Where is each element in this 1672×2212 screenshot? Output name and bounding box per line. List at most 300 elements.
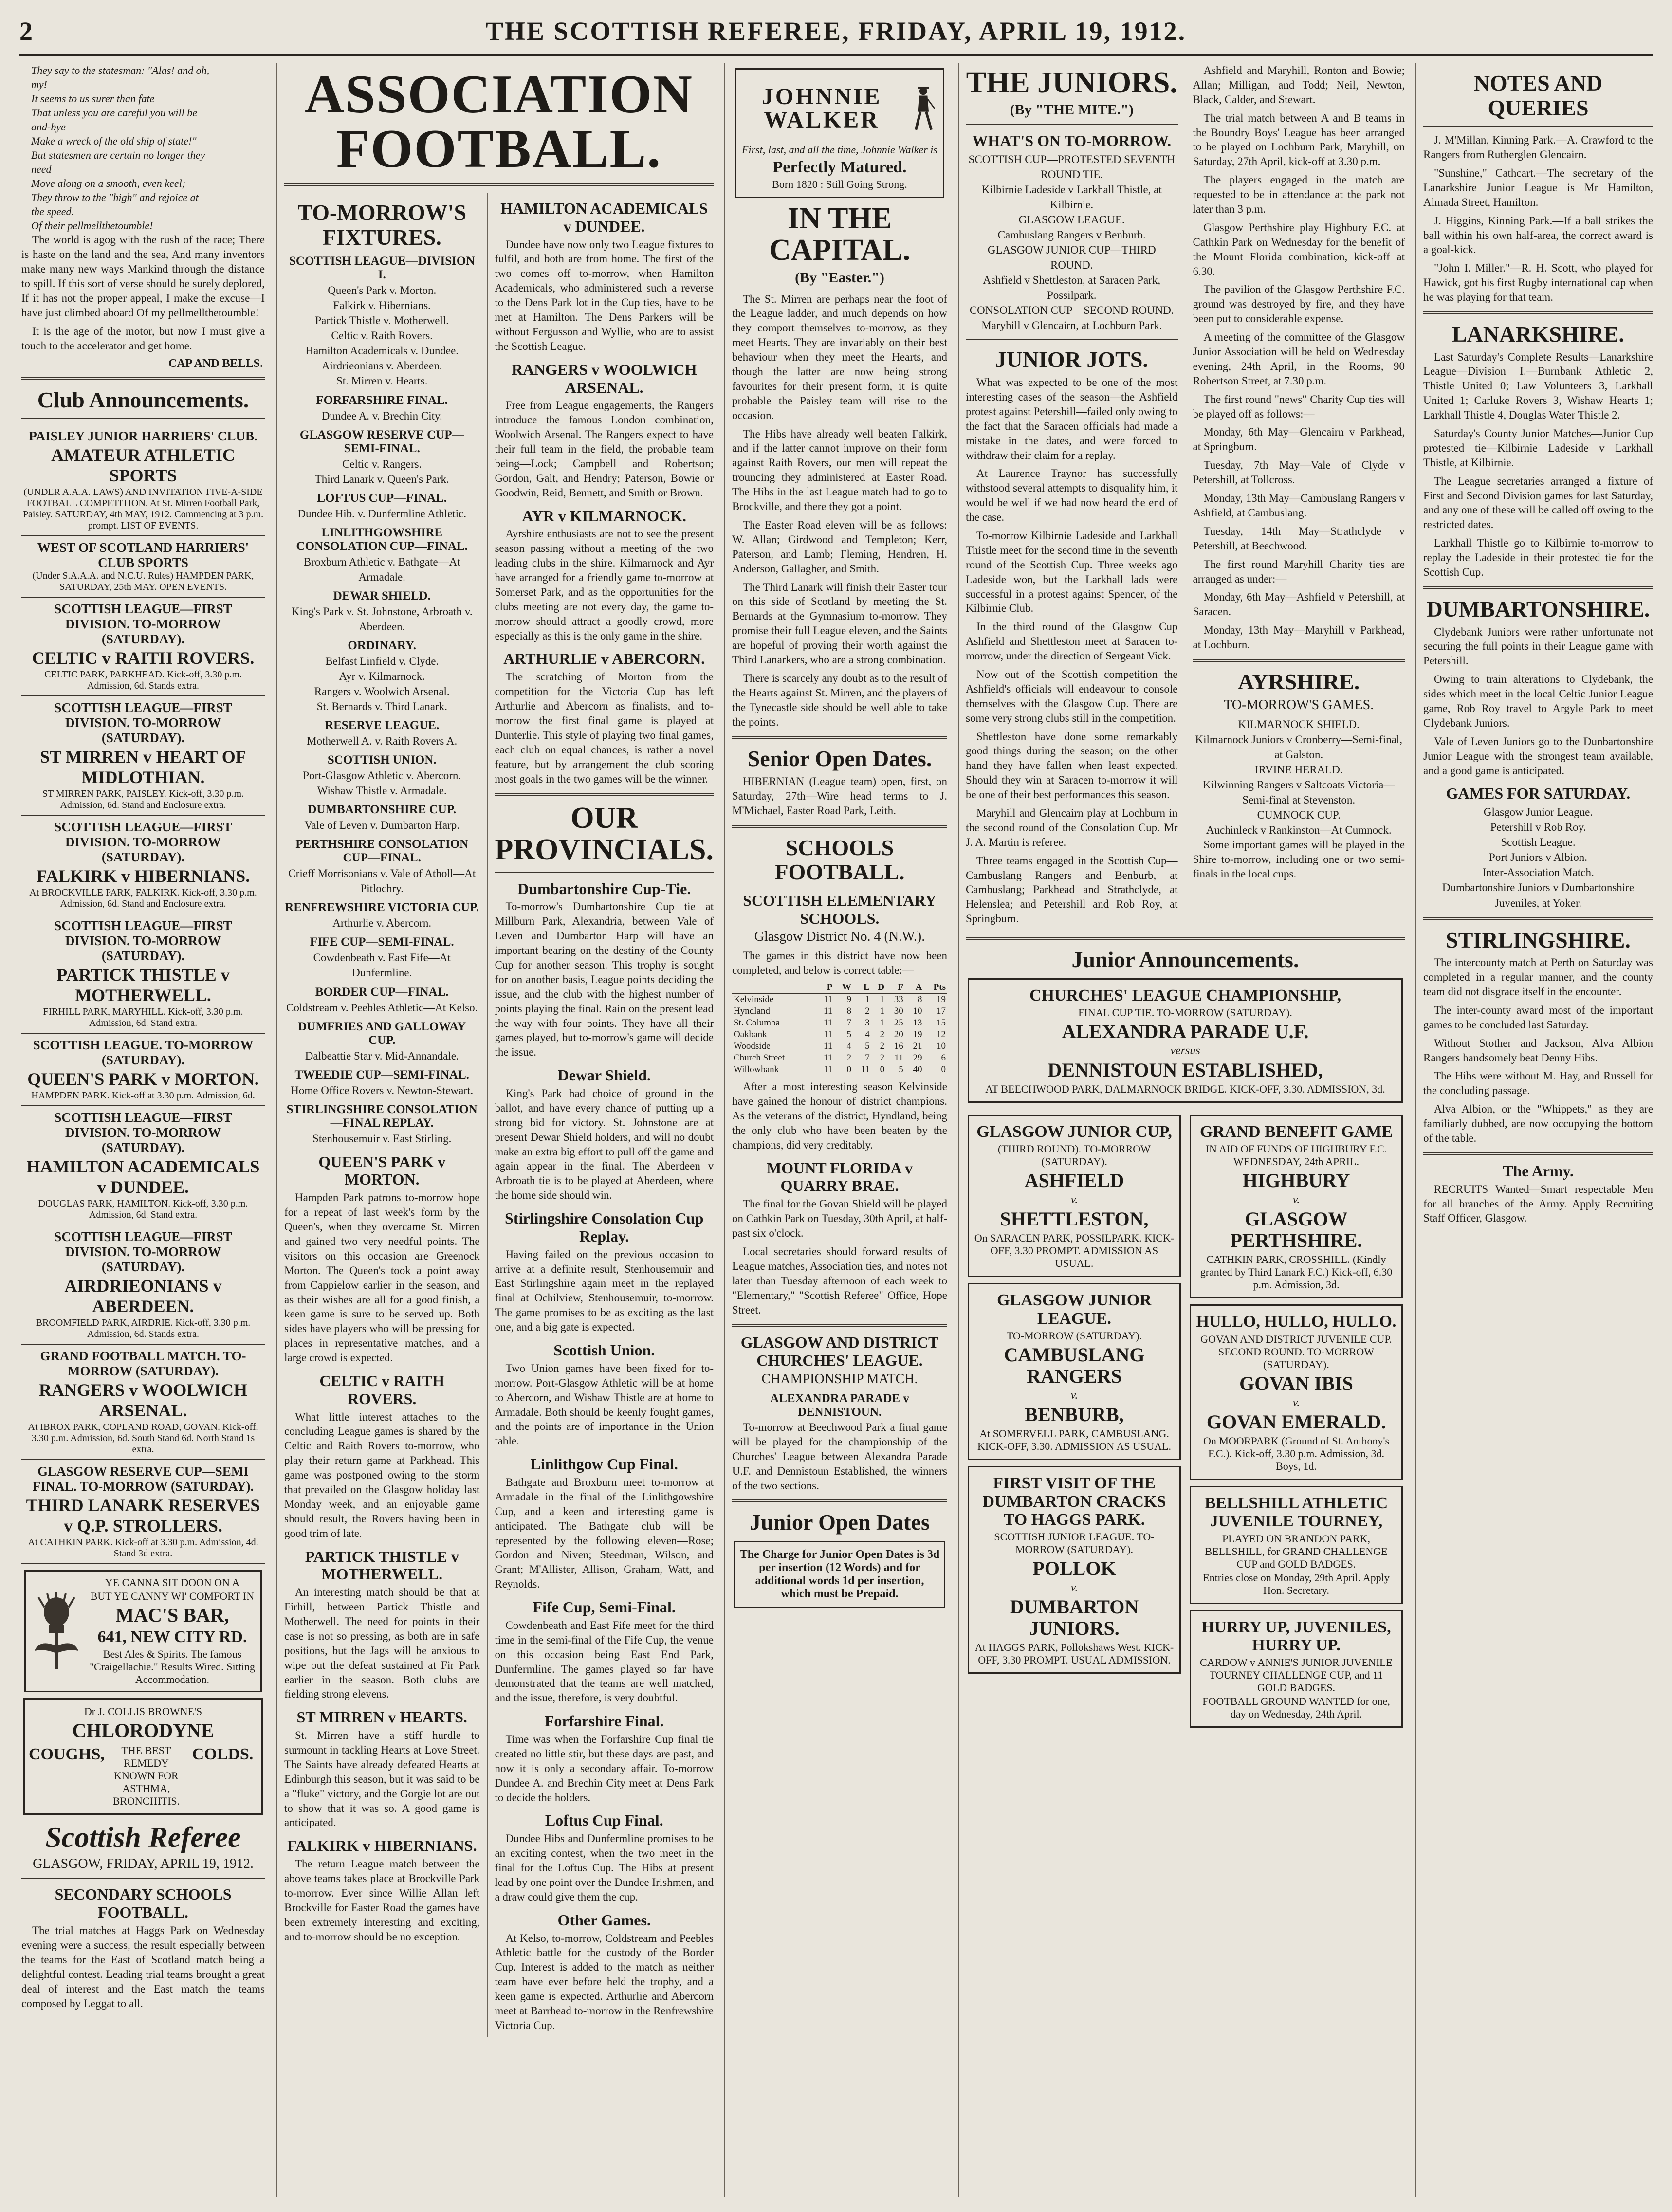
provincial-heading: Stirlingshire Consolation Cup Replay. (505, 1209, 704, 1245)
fixture-game: St. Bernards v. Third Lanark. (316, 700, 447, 713)
schools-subheading: SCOTTISH ELEMENTARY SCHOOLS. (743, 891, 937, 927)
junior-ad-team: GLASGOW PERTHSHIRE. (1230, 1208, 1362, 1252)
report-text: Free from League engagements, the Rangers introduce the famous London combination, Woolwich Arsenal. The Rangers expect to have their full team in the field, the probable team being—Lock; Campbell and Robertson; Gordon, Galt, and Hendry; Paterson, Bowie or Goodwin, Reid, Bennett, and Smith or Brown. (495, 399, 714, 499)
juniors-notes (1193, 63, 1405, 652)
table-cell: 1 (880, 994, 885, 1005)
paper-title: THE SCOTTISH REFEREE, FRIDAY, APRIL 19, 1912. (485, 17, 1187, 46)
table-cell: 2 (865, 1006, 870, 1017)
lanarkshire-paragraph: Larkhall Thistle go to Kilbirnie to-morrow to replay the Ladeside in their protested tie for the Scottish Cup. (1423, 537, 1653, 579)
jots-paragraph: To-morrow Kilbirnie Ladeside and Larkhall Thistle meet for the second time in the seventh round of the Scottish Cup. Three weeks ago Ladeside won, but the Larkhall lads were successful in a protest against Spencer, of the Kilbirnie Club. (966, 529, 1178, 615)
report-heading: ARTHURLIE v ABERCORN. (503, 650, 705, 668)
table-cell: 0 (880, 1064, 885, 1075)
club-ad-teams: ST MIRREN v HEART OF MIDLOTHIAN. (40, 747, 246, 787)
club-ad (21, 1225, 265, 1345)
report-text: The return League match between the above teams takes place at Brockville Park to-morrow. Ever since Willie Allan left Brockville for Easter Road the games have been extremely interesting and exciting, and to-morrow should be no exception. (284, 1858, 480, 1943)
table-cell: 11 (824, 994, 833, 1005)
juniors-note: Monday, 6th May—Glencairn v Parkhead, at Springburn. (1193, 426, 1405, 453)
table-header: W (834, 982, 853, 994)
club-ad-teams: PARTICK THISTLE v MOTHERWELL. (56, 965, 230, 1005)
club-ad-teams: THIRD LANARK RESERVES v Q.P. STROLLERS. (26, 1496, 260, 1536)
junior-ad (968, 1115, 1181, 1277)
junior-ad (1190, 1115, 1403, 1298)
junior-ad (1190, 1610, 1403, 1728)
notes-paragraph: J. M'Millan, Kinning Park.—A. Crawford to the Rangers from Rutherglen Glencairn. (1423, 134, 1653, 161)
fixture-game: Dundee A. v. Brechin City. (321, 409, 442, 422)
junior-ad-versus: v. (1292, 1193, 1300, 1207)
report-text: Dundee have now only two League fixtures to fulfil, and both are from home. The first of the two comes off to-morrow, when Hamilton Academicals, who administered such a reverse to the Dens Park lot in the Cup ties, have to be met at Hamilton. The Dens Parkers will be without Fergusson and Wyllie, who are to assist the Scottish League. (495, 238, 714, 352)
fixture-game: St. Mirren v. Hearts. (336, 375, 428, 387)
whats-on-heading: WHAT'S ON TO-MORROW. (972, 132, 1172, 150)
paper-logo: Scottish Referee (45, 1821, 241, 1854)
junior-ads-grid (966, 1109, 1405, 1734)
juniors-note: Monday, 13th May—Cambuslang Rangers v Ashfield, at Cambuslang. (1193, 492, 1405, 519)
club-ad-details: (Under S.A.A.A. and N.C.U. Rules) HAMPDEN PARK, SATURDAY, 25th MAY. OPEN EVENTS. (32, 570, 254, 593)
club-ad-details: FIRHILL PARK, MARYHILL. Kick-off, 3.30 p.m. Admission, 6d. Stand extra. (43, 1006, 243, 1029)
table-header: F (886, 982, 905, 994)
club-announcements-heading: Club Announcements. (37, 387, 249, 412)
dumbartonshire-paragraph: Vale of Leven Juniors go to the Dunbartonshire Junior League with the strongest team available, and a good game is anticipated. (1423, 735, 1653, 777)
table-cell: 4 (846, 1041, 852, 1052)
provincial-text: To-morrow's Dumbartonshire Cup tie at Millburn Park, Alexandria, between Vale of Leven and Dumbarton Harp will have an important bearing on the destiny of the County Cup for another season. This trophy is sought for on another basis, League points deciding the issue, and the club with the highest number of points playing the final. Rain on the present lead the way with four points. They have all their games played, but to-morrow's game will decide the issue. (495, 900, 714, 1059)
club-ad (21, 598, 265, 696)
table-cell: 12 (937, 1029, 946, 1040)
whats-on-list (966, 152, 1178, 333)
fixture-competition: ORDINARY. (348, 639, 416, 652)
table-cell: 1 (880, 1006, 885, 1017)
club-ad-teams: AMATEUR ATHLETIC SPORTS (51, 445, 235, 486)
stirling-game: Petershill v Rob Roy. (1490, 821, 1586, 834)
fixture-game: Third Lanark v. Queen's Park. (314, 473, 449, 485)
table-cell: Willowbank (734, 1064, 779, 1075)
table-cell: 11 (824, 1053, 833, 1063)
provincial-text: At Kelso, to-morrow, Coldstream and Peebles Athletic battle for the custody of the Border Cup. Interest is added to the match as neither team have ever before held the trophy, and a keen game is expected. Arthurlie and Abercorn meet at Barrhead to-morrow in the Renfrewshire Victoria Cup. (495, 1932, 714, 2031)
senior-open-text: HIBERNIAN (League team) open, first, on Saturday, 27th—Wire head terms to J. M'Michael, Easter Road Park, Leith. (732, 775, 947, 817)
table-cell: 9 (846, 994, 852, 1005)
provincial-text: Dundee Hibs and Dunfermline promises to be an exciting contest, when the two meet in the final for the Loftus Cup. The Hibs at present lead by one point over the Dundee Irishmen, and a draw could give them the cup. (495, 1832, 714, 1903)
club-ad-details: ST MIRREN PARK, PAISLEY. Kick-off, 3.30 p.m. Admission, 6d. Stand and Enclosure extra. (42, 788, 244, 811)
column-1 (15, 63, 272, 2197)
lanarkshire-paragraph: Last Saturday's Complete Results—Lanarkshire League—Division I.—Burnbank Athletic 2, Thistle United 0; Law Volunteers 3, Larkhall United 1; Carluke Rovers 3, Wishaw Hearts 1; Larkhall Thistle 4, Douglas Water Thistle 2. (1423, 350, 1653, 421)
walker-line-2: Perfectly Matured. (772, 158, 907, 176)
junior-ad-team: DENNISTOUN ESTABLISHED, (1047, 1059, 1323, 1081)
ayrshire-line: Auchinleck v Rankinston—At Cumnock. (1206, 823, 1392, 836)
provincial-heading: Dewar Shield. (557, 1066, 651, 1084)
divider (21, 1878, 265, 1879)
table-cell: 10 (913, 1006, 922, 1017)
poem-line: They throw to the "high" and rejoice at (31, 191, 199, 204)
divider (1193, 659, 1405, 662)
junior-jots-text (966, 375, 1178, 926)
fixtures-column (284, 193, 479, 2037)
macs-slogan: YE CANNA SIT DOON ON A (105, 1576, 240, 1589)
whats-on-line: SCOTTISH CUP—PROTESTED SEVENTH ROUND TIE. (968, 153, 1175, 181)
dumbartonshire-paragraph: Clydebank Juniors were rather unfortunate not securing the full points in their League game with Petershill. (1423, 625, 1653, 667)
junior-ad-title: CHURCHES' LEAGUE CHAMPIONSHIP, (1029, 986, 1341, 1005)
provincial-text: Two Union games have been fixed for to-morrow. Port-Glasgow Athletic will be at home to Abercorn, and Wishaw Thistle are at home to Armadale. Both should be keenly fought games, and the points are of importance in the Union table. (495, 1362, 714, 1447)
stirlingshire-paragraph: The inter-county award most of the important games to be concluded last Saturday. (1423, 1004, 1653, 1031)
jots-paragraph: Shettleston have done some remarkably good things during the season; on the other hand they have fallen when least expected. Should they win at Saracen to-morrow it will be one of their best performances this season. (966, 730, 1178, 801)
chlorodyne-right: COLDS. (192, 1745, 254, 1764)
junior-ad-title: GRAND BENEFIT GAME (1199, 1123, 1393, 1141)
club-ad-details: HAMPDEN PARK. Kick-off at 3.30 p.m. Admission, 6d. (31, 1090, 255, 1101)
juniors-note: Tuesday, 14th May—Strathclyde v Petershill, at Beechwood. (1193, 525, 1405, 552)
capital-paragraph: The Hibs have already well beaten Falkirk, and if the latter cannot improve on their form against Raith Rovers, our men will repeat the trouncing they administered at Easter Road. The Hibs in the last League match had to go to Brockville, and there they got a point. (732, 427, 947, 513)
junior-ad-title: GLASGOW JUNIOR LEAGUE. (997, 1291, 1152, 1328)
macs-bar-ad (24, 1570, 262, 1692)
fixture-game: Crieff Morrisonians v. Vale of Atholl—At Pitlochry. (288, 867, 476, 895)
junior-ad-team: ASHFIELD (1024, 1170, 1124, 1192)
junior-ad-versus: versus (1170, 1044, 1200, 1058)
juniors-note: The first round "news" Charity Cup ties will be played off as follows:— (1193, 393, 1405, 420)
junior-ad-team: GOVAN IBIS (1239, 1372, 1353, 1394)
column-2 (276, 63, 720, 2197)
divider (966, 339, 1178, 340)
report-text: Hampden Park patrons to-morrow hope for a repeat of last week's form by the Queen's, when they overcame St. Mirren and gained two very needful points. The visitors on this occasion are Greenock Morton. The Queen's took a point away from Cappielow earlier in the season, and as their wishes are all for a good finish, a keen game is sure to be served up. Both sides have players who will be pressing for places in representative matches, and a large crowd is expected. (284, 1191, 480, 1364)
junior-ad-team: DUMBARTON JUNIORS. (1010, 1596, 1139, 1640)
capital-paragraph: The St. Mirren are perhaps near the foot of the League ladder, and much depends on how they comport themselves to-morrow, as they meet Hearts. They are invariably on their best behaviour when they meet the Hearts, and though the latter are now being strong favourites for their present form, it is quite probable the Paisley team will rise to the occasion. (732, 292, 947, 421)
table-cell: 11 (861, 1064, 870, 1075)
junior-ad-team: SHETTLESTON, (1000, 1208, 1149, 1230)
provincial-text: Time was when the Forfarshire Cup final tie created no little stir, but these days are past, and now it is only a secondary affair. To-morrow Dundee A. and Brechin City meet at Dens Park to decide the holders. (495, 1733, 714, 1804)
table-cell: 29 (913, 1053, 922, 1063)
poem-line: Of their pellmellthetoumble! (31, 219, 153, 232)
capital-byline: (By "Easter.") (795, 269, 884, 286)
column-3 (724, 63, 954, 2197)
ayrshire-line: CUMNOCK CUP. (1257, 808, 1341, 821)
poem-paragraph: It is the age of the motor, but now I must give a touch to the accelerator and get home. (21, 325, 265, 352)
poem-line: That unless you are careful you will be (31, 107, 198, 119)
whats-on-line: Maryhill v Glencairn, at Lochburn Park. (981, 319, 1162, 332)
club-ad-title: GLASGOW RESERVE CUP—SEMI FINAL. TO-MORROW (SATURDAY). (32, 1464, 254, 1494)
provincial-heading: Linlithgow Cup Final. (530, 1455, 678, 1473)
report-heading: QUEEN'S PARK v MORTON. (318, 1152, 446, 1188)
jots-paragraph: What was expected to be one of the most interesting cases of the season—the Ashfield protest against Petershill—failed only owing to the fact that the Saracen officials had made a mistake in the dates, and were forced to withdraw their claim for a replay. (966, 376, 1178, 461)
divider (1423, 1152, 1653, 1155)
table-cell: 2 (880, 1053, 885, 1063)
club-ad-teams: QUEEN'S PARK v MORTON. (27, 1069, 259, 1089)
ayrshire-text: Some important games will be played in the Shire to-morrow, including one or two semi-finals in the local cups. (1193, 838, 1405, 880)
stirlingshire-paragraph: Alva Albion, or the "Whippets," as they are familiarly dubbed, are now occupying the bottom of the table. (1423, 1103, 1653, 1144)
ayrshire-line: IRVINE HERALD. (1254, 763, 1343, 776)
fixture-game: King's Park v. St. Johnstone, Arbroath v. Aberdeen. (291, 605, 473, 633)
fixture-competition: PERTHSHIRE CONSOLATION CUP—FINAL. (295, 838, 469, 865)
divider (21, 377, 265, 380)
juniors-byline: (By "THE MITE.") (1010, 102, 1134, 118)
johnnie-walker-ad (735, 68, 944, 198)
club-ad-details: (UNDER A.A.A. LAWS) AND INVITATION FIVE-A-SIDE FOOTBALL COMPETITION. At St. Mirren Football Park, Paisley. SATURDAY, 4th MAY, 1912. Commencing at 3 p.m. prompt. LIST OF EVENTS. (22, 487, 264, 531)
junior-ad-team: HIGHBURY (1242, 1170, 1350, 1192)
junior-ad-team: POLLOK (1032, 1557, 1116, 1580)
chlorodyne-middle: THE BEST REMEDY KNOWN FOR ASTHMA, BRONCHITIS. (112, 1744, 180, 1808)
fixture-competition: DEWAR SHIELD. (333, 589, 431, 603)
fixture-competition: BORDER CUP—FINAL. (315, 985, 449, 999)
fixture-game: Dundee Hib. v. Dunfermline Athletic. (297, 507, 467, 520)
provincial-text: Cowdenbeath and East Fife meet for the third time in the semi-final of the Fife Cup, the venue on this occasion being East End Park, Dunfermline. The games played so far have demonstrated that the teams are well matched, and the issue, therefore, is very doubtful. (495, 1619, 714, 1704)
reports-right (495, 200, 714, 786)
table-cell: 8 (846, 1006, 852, 1017)
table-row (732, 1041, 947, 1052)
club-ad (21, 1034, 265, 1106)
whats-on-line: Cambuslang Rangers v Benburb. (997, 229, 1146, 241)
juniors-right (1186, 63, 1405, 930)
fixture-game: Celtic v. Raith Rovers. (331, 329, 433, 342)
poem-paragraph: The world is agog with the rush of the race; There is haste on the land and the sea, And many inventors make many new ways Mankind through the distance to spill. If this sort of verse should be surely deplored, If it has not the proper appeal, I make the excuse—I have just climbed aboard Of my pellmellthetoumble! (21, 234, 265, 319)
stirlingshire-paragraph: The Hibs were without M. Hay, and Russell for the concluding passage. (1423, 1070, 1653, 1097)
club-ad-title: SCOTTISH LEAGUE—FIRST DIVISION. TO-MORROW (SATURDAY). (54, 918, 232, 964)
table-cell: 11 (824, 1064, 833, 1075)
junior-ads-left (966, 1109, 1183, 1734)
junior-ad-subtitle: TO-MORROW (SATURDAY). (1006, 1330, 1142, 1342)
jots-paragraph: Three teams engaged in the Scottish Cup—Cambuslang Rangers and Benburb, at Cambuslang; Parkhead and Strathclyde, at Helenslea; and Petershill and Rob Roy, at Springburn. (966, 854, 1178, 925)
junior-ad (1190, 1304, 1403, 1480)
mount-florida-heading: MOUNT FLORIDA v QUARRY BRAE. (767, 1159, 913, 1195)
whats-on-line: GLASGOW JUNIOR CUP—THIRD ROUND. (987, 244, 1156, 272)
junior-ad-details: FOOTBALL GROUND WANTED for one, day on Wednesday, 24th April. (1202, 1695, 1390, 1720)
schools-text: After a most interesting season Kelvinside have gained the honour of district champions. As the veterans of the district, Hyndland, being the only club who have been beaten by the champions, did very creditably. (732, 1080, 947, 1151)
macs-slogan-2: BUT YE CANNY WI' COMFORT IN (90, 1590, 255, 1603)
report-text: An interesting match should be that at Firhill, between Partick Thistle and Motherwell. The need for points in their case is not so pressing, as both are in safe positions, but the Jags will be anxious to wipe out the defeat sustained at Fir Park earlier in the season. Both clubs are fielding strong elevens. (284, 1586, 480, 1700)
report-text: What little interest attaches to the concluding League games is shared by the Celtic and Raith Rovers to-morrow, who play their return game at Parkhead. This game was postponed owing to the storm that prevailed on the Glasgow holiday last Monday week, and an enjoyable game should result, the Rovers having been in good trim of late. (284, 1410, 480, 1539)
junior-announcements-heading: Junior Announcements. (1071, 947, 1299, 972)
stirlingshire-paragraph: Without Stother and Jackson, Alva Albion Rangers handsomely beat Denny Hibs. (1423, 1037, 1653, 1064)
club-ad-details: CELTIC PARK, PARKHEAD. Kick-off, 3.30 p.m. Admission, 6d. Stands extra. (44, 669, 242, 692)
fixture-competition: FORFARSHIRE FINAL. (316, 393, 448, 407)
notes-paragraph: "Sunshine," Cathcart.—The secretary of the Lanarkshire Junior League is Mr Hamilton, Almada Street, Hamilton. (1423, 166, 1653, 208)
fixture-competition: DUMBARTONSHIRE CUP. (308, 803, 457, 817)
fixture-game: Vale of Leven v. Dumbarton Harp. (304, 819, 459, 832)
capital-heading: IN THE CAPITAL. (769, 202, 910, 267)
divider (732, 1324, 947, 1327)
churches-text: To-morrow at Beechwood Park a final game will be played for the championship of the Churches' League between Alexandra Parade U.F. and Dennistoun Established, the winners of the two sections. (732, 1421, 947, 1492)
notes-paragraph: J. Higgins, Kinning Park.—If a ball strikes the ball within his own half-area, the correct award is a goal-kick. (1423, 214, 1653, 256)
junior-ad-title: FIRST VISIT OF THE DUMBARTON CRACKS TO HAGGS PARK. (982, 1474, 1166, 1529)
club-ad-details: At BROCKVILLE PARK, FALKIRK. Kick-off, 3.30 p.m. Admission, 6d. Stand and Enclosure extra. (29, 887, 257, 910)
club-ad-title: WEST OF SCOTLAND HARRIERS' CLUB SPORTS (37, 540, 249, 570)
divider (1423, 917, 1653, 920)
club-ad (21, 914, 265, 1034)
fixtures-list (284, 255, 479, 1146)
fixture-game: Motherwell A. v. Raith Rovers A. (307, 735, 458, 748)
table-cell: 11 (824, 1006, 833, 1017)
masthead (19, 9, 1653, 56)
junior-ad-team: ALEXANDRA PARADE U.F. (1062, 1021, 1309, 1043)
poem-line: and-bye (31, 121, 66, 133)
association-football-heading: ASSOCIATION FOOTBALL. (305, 64, 693, 179)
provincial-heading: Loftus Cup Final. (545, 1811, 663, 1829)
divider (1423, 586, 1653, 589)
table-cell: 6 (941, 1053, 946, 1063)
poem-line: need (31, 163, 52, 176)
table-cell: 25 (894, 1018, 903, 1028)
club-ad (21, 816, 265, 914)
junior-ad-details: AT BEECHWOOD PARK, DALMARNOCK BRIDGE. KICK-OFF, 3.30. ADMISSION, 3d. (985, 1083, 1385, 1096)
macs-name: MAC'S BAR, (115, 1604, 229, 1627)
junior-open-heading: Junior Open Dates (750, 1510, 930, 1535)
notes-queries-heading: NOTES AND QUERIES (1473, 71, 1603, 120)
club-ads-list (21, 425, 265, 1564)
table-cell: Kelvinside (734, 994, 774, 1005)
column-4 (958, 63, 1412, 2197)
table-cell: 16 (894, 1041, 903, 1052)
chlorodyne-product: CHLORODYNE (72, 1719, 214, 1742)
provincials-list (495, 880, 714, 2033)
report-text: Ayrshire enthusiasts are not to see the present season passing without a meeting of the two leading clubs in the shire. Kilmarnock and Ayr have arranged for a friendly game to-morrow at Somerset Park, and as the opportunities for the clubs meeting are not every day, the game to-morrow should attract a goodly crowd, more especially as this is the only game in the shire. (495, 528, 714, 642)
club-ad (21, 536, 265, 598)
fixture-game: Broxburn Athletic v. Bathgate—At Armadale. (303, 555, 460, 583)
divider (1423, 311, 1653, 314)
report-heading: PARTICK THISTLE v MOTHERWELL. (305, 1547, 459, 1583)
stirlingshire-heading: STIRLINGSHIRE. (1446, 927, 1631, 952)
club-ad-teams: CELTIC v RAITH ROVERS. (32, 648, 255, 668)
provincial-heading: Other Games. (557, 1911, 651, 1929)
churches-heading: GLASGOW AND DISTRICT CHURCHES' LEAGUE. (740, 1334, 939, 1370)
fixture-game: Arthurlie v. Abercorn. (332, 917, 432, 930)
report-heading: AYR v KILMARNOCK. (522, 507, 686, 525)
stirlingshire-text (1423, 955, 1653, 1146)
fixture-competition: STIRLINGSHIRE CONSOLATION—FINAL REPLAY. (286, 1102, 478, 1130)
macs-details: Best Ales & Spirits. The famous "Craigellachie." Results Wired. Sitting Accommodation. (90, 1648, 255, 1686)
table-cell: Oakbank (734, 1029, 767, 1040)
club-ad (21, 696, 265, 816)
stirling-game: Port Juniors v Albion. (1489, 851, 1587, 864)
juniors-note: The first round Maryhill Charity ties are arranged as under:— (1193, 558, 1405, 585)
schools-district: Glasgow District No. 4 (N.W.). (754, 929, 925, 945)
fixture-competition: DUMFRIES AND GALLOWAY CUP. (298, 1020, 466, 1047)
junior-ad-subtitle: IN AID OF FUNDS OF HIGHBURY F.C. WEDNESDAY, 24th APRIL. (1205, 1143, 1387, 1168)
fixture-competition: LOFTUS CUP—FINAL. (317, 491, 447, 505)
poem-line: They say to the statesman: "Alas! and oh, (31, 64, 210, 76)
junior-ad-team: GOVAN EMERALD. (1206, 1410, 1386, 1433)
fixture-game: Coldstream v. Peebles Athletic—At Kelso. (286, 1001, 478, 1014)
juniors-note: The pavilion of the Glasgow Perthshire F.C. ground was destroyed by fire, and they have been put to considerable expense. (1193, 283, 1405, 325)
provincial-heading: Fife Cup, Semi-Final. (533, 1598, 676, 1616)
provincial-heading: Scottish Union. (553, 1341, 655, 1359)
stirling-game: Glasgow Junior League. (1483, 806, 1593, 819)
club-ad-title: SCOTTISH LEAGUE—FIRST DIVISION. TO-MORROW (SATURDAY). (54, 1229, 232, 1275)
divider (284, 183, 714, 186)
poem-signature: CAP AND BELLS. (168, 357, 263, 370)
juniors-heading: THE JUNIORS. (966, 66, 1177, 99)
table-cell: 11 (824, 1018, 833, 1028)
junior-ad-title: HURRY UP, JUVENILES, HURRY UP. (1201, 1618, 1391, 1655)
poem-line: my! (31, 78, 47, 91)
table-row (732, 1064, 947, 1076)
lanarkshire-heading: LANARKSHIRE. (1452, 321, 1624, 347)
schools-table (732, 982, 947, 1076)
fixture-competition: FIFE CUP—SEMI-FINAL. (310, 935, 454, 949)
junior-ad-details: Entries close on Monday, 29th April. Apply Hon. Secretary. (1203, 1571, 1390, 1596)
juniors-note: The trial match between A and B teams in the Boundry Boys' League has been arranged to be played on Lochburn Park, Maryhill, on Saturday, 27th April, kick-off at 3.30 p.m. (1193, 111, 1405, 168)
divider (1423, 126, 1653, 127)
juniors-note: The players engaged in the match are requested to be in attendance at the park not later than 3 p.m. (1193, 174, 1405, 216)
junior-ad (1190, 1486, 1403, 1604)
thistle-icon (30, 1592, 83, 1670)
club-ad-teams: RANGERS v WOOLWICH ARSENAL. (38, 1380, 248, 1421)
striding-man-icon (909, 74, 938, 143)
table-cell: 0 (941, 1064, 946, 1075)
ayrshire-line: Kilwinning Rangers v Saltcoats Victoria—Semi-final at Stevenston. (1203, 778, 1395, 806)
junior-ad-team: BENBURB, (1025, 1404, 1124, 1426)
schools-heading: SCHOOLS FOOTBALL. (774, 835, 905, 885)
club-ad-title: PAISLEY JUNIOR HARRIERS' CLUB. (29, 429, 257, 444)
report-heading: FALKIRK v HIBERNIANS. (287, 1837, 477, 1855)
table-row (732, 1029, 947, 1041)
fixture-game: Falkirk v. Hibernians. (333, 299, 431, 312)
junior-ad-team: CAMBUSLANG RANGERS (1004, 1344, 1145, 1388)
provincial-text: King's Park had choice of ground in the ballot, and have every chance of putting up a strong bid for victory. St. Johnstone are at present Dewar Shield holders, and will no doubt make an extra big effort to pull off the game and again appear in the final. The Aberdeen v Arbroath tie is to be played at Aberdeen, where the home side should win. (495, 1087, 714, 1202)
dumbartonshire-text (1423, 625, 1653, 778)
juniors-note: Tuesday, 7th May—Vale of Clyde v Petershill, at Tollcross. (1193, 459, 1405, 486)
table-header: Pts (923, 982, 947, 994)
club-ad-title: SCOTTISH LEAGUE—FIRST DIVISION. TO-MORROW (SATURDAY). (54, 820, 232, 865)
divider (966, 124, 1178, 125)
junior-ad-subtitle: FINAL CUP TIE. TO-MORROW (SATURDAY). (1078, 1006, 1292, 1019)
fixtures-heading: TO-MORROW'S FIXTURES. (297, 200, 467, 250)
ayrshire-subheading: TO-MORROW'S GAMES. (1224, 697, 1374, 713)
capital-paragraph: There is scarcely any doubt as to the result of the Hearts against St. Mirren, and the players of the Tynecastle side should be well able to take the points. (732, 672, 947, 728)
junior-ad-versus: v. (1070, 1389, 1078, 1402)
table-header: A (905, 982, 924, 994)
poem-line: Move along on a smooth, even keel; (31, 177, 186, 190)
junior-ads-right (1188, 1109, 1405, 1734)
junior-ad-details: On SARACEN PARK, POSSILPARK. KICK-OFF, 3.30 PROMPT. ADMISSION AS USUAL. (974, 1232, 1175, 1270)
table-cell: 1 (880, 1018, 885, 1028)
table-cell: 11 (824, 1029, 833, 1040)
churches-championship-ad (966, 978, 1405, 1103)
juniors-note: Monday, 6th May—Ashfield v Petershill, at Saracen. (1193, 591, 1405, 618)
juniors-note: A meeting of the committee of the Glasgow Junior Association will be held on Wednesday evening, 24th April, in the Rooms, 90 Robertson Street, at 7.30 p.m. (1193, 331, 1405, 387)
table-cell: 7 (846, 1018, 852, 1028)
junior-ad (968, 1283, 1181, 1460)
report-heading: RANGERS v WOOLWICH ARSENAL. (511, 360, 697, 396)
junior-ad-title: GLASGOW JUNIOR CUP, (976, 1123, 1172, 1141)
mount-florida-text: The final for the Govan Shield will be played on Cathkin Park on Tuesday, 30th April, at half-past six o'clock. (732, 1198, 947, 1240)
macs-address: 641, NEW CITY RD. (97, 1628, 247, 1646)
club-ad (21, 1106, 265, 1225)
table-cell: 8 (917, 994, 922, 1005)
junior-ad-details: CATHKIN PARK, CROSSHILL. (Kindly granted by Third Lanark F.C.) Kick-off, 6.30 p.m. Admission, 3d. (1200, 1253, 1393, 1291)
reports-left (284, 1153, 479, 1944)
secondary-schools-heading: SECONDARY SCHOOLS FOOTBALL. (55, 1885, 232, 1921)
table-header: D (871, 982, 886, 994)
fixture-game: Celtic v. Rangers. (342, 457, 422, 470)
walker-line-3: Born 1820 : Still Going Strong. (772, 178, 907, 191)
table-cell: 0 (846, 1064, 852, 1075)
notes-text (1423, 133, 1653, 305)
lanarkshire-text (1423, 350, 1653, 580)
secondary-schools-text: The trial matches at Haggs Park on Wednesday evening were a success, the result especially between the teams for the East of Scotland match being a delightful contest. Leading trial teams brought a great deal of interest and the East match the teams composed by Leggat to all. (21, 1924, 265, 2010)
whats-on-line: GLASGOW LEAGUE. (1018, 214, 1125, 226)
chlorodyne-maker: Dr J. COLLIS BROWNE'S (84, 1705, 202, 1718)
fixture-game: Rangers v. Woolwich Arsenal. (314, 685, 450, 697)
table-cell: 10 (937, 1041, 946, 1052)
table-row (732, 1017, 947, 1029)
report-heading: CELTIC v RAITH ROVERS. (319, 1371, 445, 1408)
table-cell: 13 (913, 1018, 922, 1028)
juniors-note: Monday, 13th May—Maryhill v Parkhead, at Lochburn. (1193, 624, 1405, 651)
club-ad-details: At IBROX PARK, COPLAND ROAD, GOVAN. Kick-off, 3.30 p.m. Admission, 6d. South Stand 6d. North Stand 1s extra. (28, 1422, 258, 1455)
poem-line: Make a wreck of the old ship of state!" (31, 135, 197, 147)
junior-ad-versus: v. (1292, 1396, 1300, 1409)
club-ad-title: SCOTTISH LEAGUE—FIRST DIVISION. TO-MORROW (SATURDAY). (54, 1110, 232, 1155)
provincial-text: Having failed on the previous occasion to arrive at a definite result, Stenhousemuir and East Stirlingshire again meet in the replayed final at Ochilview, Stenhousemuir, to-morrow. The game promises to be as exciting as the last one, and a big gate is expected. (495, 1248, 714, 1334)
fixture-game: Wishaw Thistle v. Armadale. (317, 785, 447, 797)
table-cell: 4 (865, 1029, 870, 1040)
jots-paragraph: At Laurence Traynor has successfully withstood several attempts to disqualify him, it would be well if we had now heard the end of the case. (966, 467, 1178, 524)
divider (732, 825, 947, 828)
fixture-game: Cowdenbeath v. East Fife—At Dunfermline. (313, 951, 451, 979)
divider (495, 872, 714, 873)
